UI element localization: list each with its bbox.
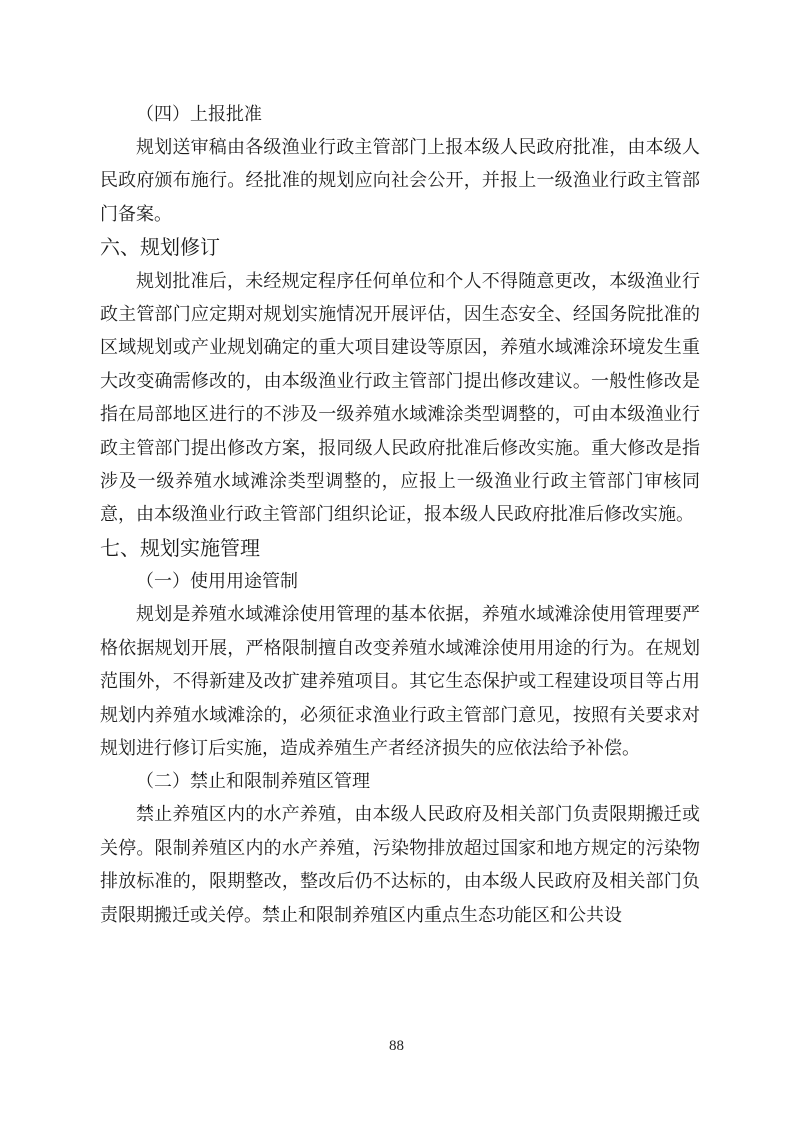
paragraph-approval: 规划送审稿由各级渔业行政主管部门上报本级人民政府批准，由本级人民政府颁布施行。经批准的规划应向社会公开，并报上一级渔业行政主管部门备案。 <box>100 137 700 225</box>
subheading-report-approval: （四）上报批准 <box>136 104 262 125</box>
page-body <box>100 98 700 932</box>
paragraph-use-control: 规划是养殖水域滩涂使用管理的基本依据，养殖水域滩涂使用管理要严格依据规划开展，严格限制擅自改变养殖水域滩涂使用用途的行为。在规划范围外，不得新建及改扩建养殖项目。其它生态保护或工程建设项目等占用规划内养殖水域滩涂的，必须征求渔业行政主管部门意见，按照有关要求对规划进行修订后实施，造成养殖生产者经济损失的应依法给予补偿。 <box>100 604 700 759</box>
subheading-use-control: （一）使用用途管制 <box>136 571 298 593</box>
paragraph-revision: 规划批准后，未经规定程序任何单位和个人不得随意更改，本级渔业行政主管部门应定期对规划实施情况开展评估，因生态安全、经国务院批准的区域规划或产业规划确定的重大项目建设等原因，养殖水域滩涂环境发生重大改变确需修改的，由本级渔业行政主管部门提出修改建议。一般性修改是指在局部地区进行的不涉及一级养殖水域滩涂类型调整的，可由本级渔业行政主管部门提出修改方案，报同级人民政府批准后修改实施。重大修改是指涉及一级养殖水域滩涂类型调整的，应报上一级渔业行政主管部门审核同意，由本级渔业行政主管部门组织论证，报本级人民政府批准后修改实施。 <box>100 270 700 526</box>
section-heading-plan-revision: 六、规划修订 <box>100 235 220 260</box>
page-number: 88 <box>389 1038 404 1054</box>
paragraph-prohibited-restricted-areas: 禁止养殖区内的水产养殖，由本级人民政府及相关部门负责限期搬迁或关停。限制养殖区内的水产养殖，污染物排放超过国家和地方规定的污染物排放标准的，限期整改，整改后仍不达标的，由本级人民政府及相关部门负责限期搬迁或关停。禁止和限制养殖区内重点生态功能区和公共设 <box>100 804 700 926</box>
subheading-prohibited-restricted-areas: （二）禁止和限制养殖区管理 <box>136 771 370 793</box>
section-heading-plan-implementation: 七、规划实施管理 <box>100 535 260 560</box>
